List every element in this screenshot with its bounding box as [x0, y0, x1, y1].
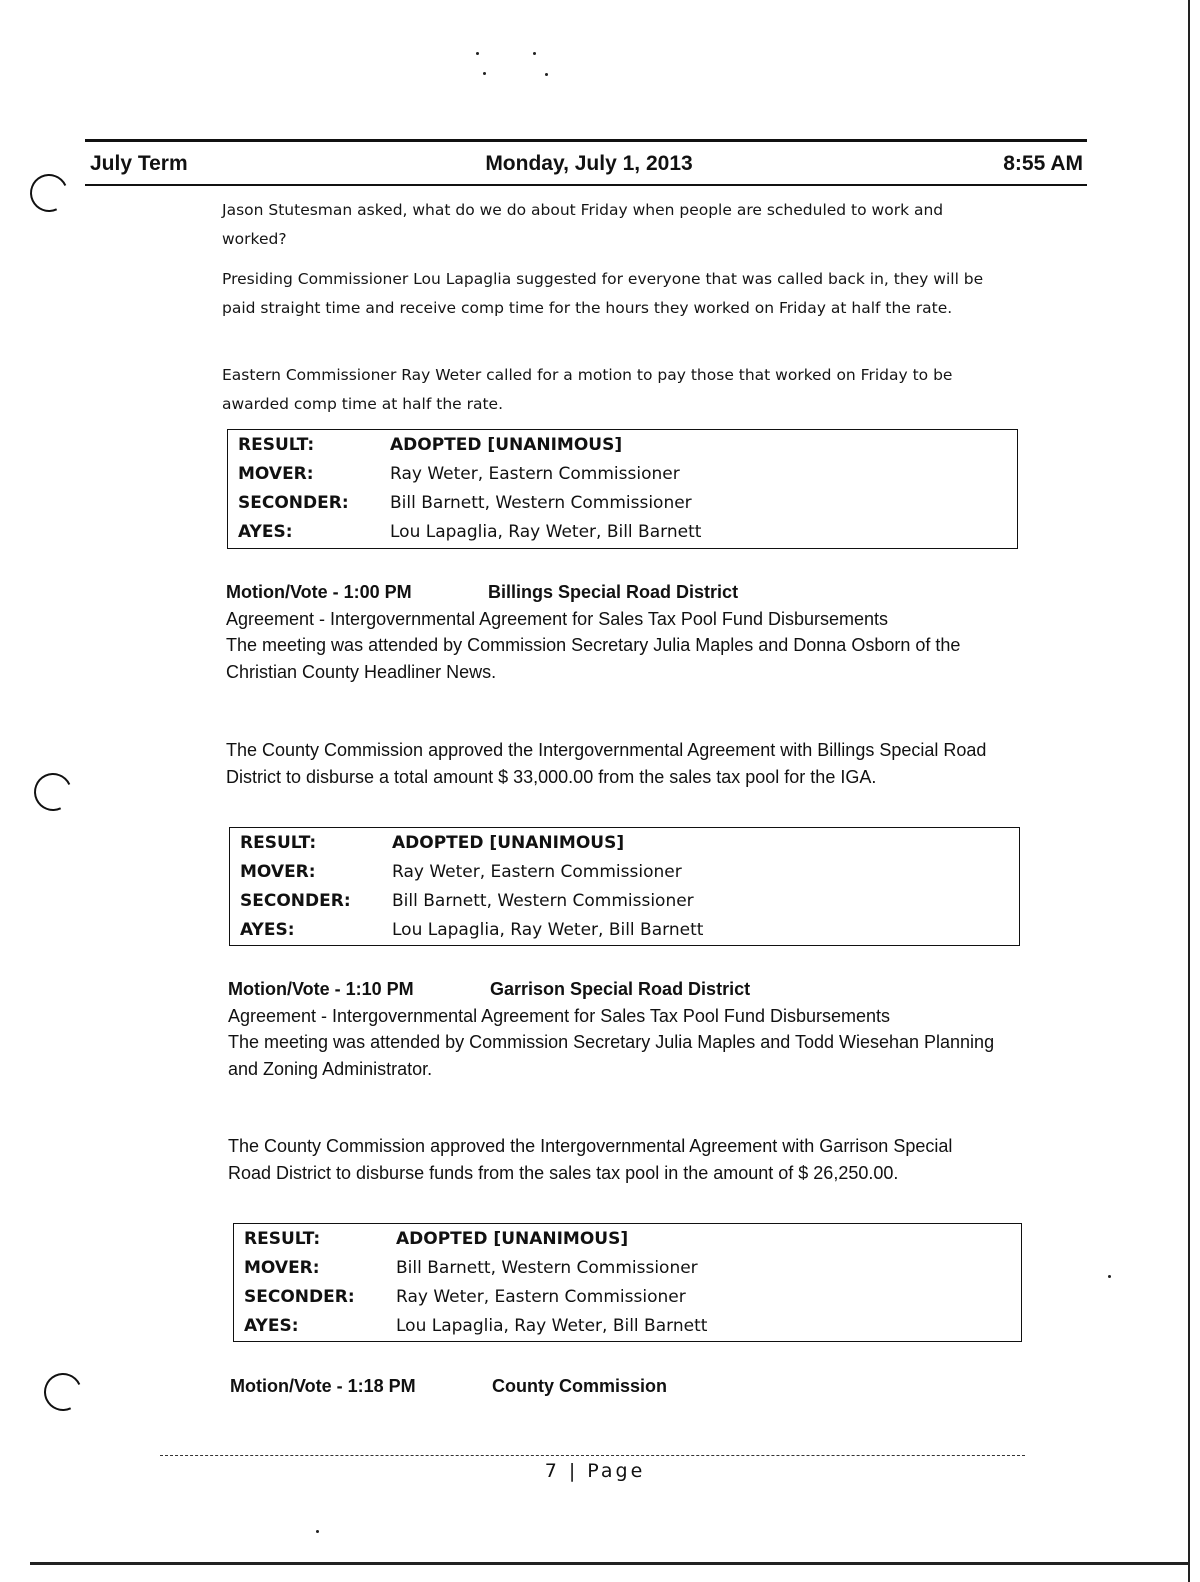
- result-row: [230, 828, 1019, 857]
- ayes-value: Lou Lapaglia, Ray Weter, Bill Barnett: [396, 1315, 708, 1336]
- seconder-row: [228, 488, 1017, 517]
- agreement-line: Agreement - Intergovernmental Agreement for Sales Tax Pool Fund Disbursements: [228, 1006, 891, 1026]
- mover-label: MOVER:: [238, 463, 314, 484]
- motion-call-paragraph: Eastern Commissioner Ray Weter called for a motion to pay those that worked on Friday to be awarded comp time at half the rate.: [222, 366, 953, 413]
- mover-value: Ray Weter, Eastern Commissioner: [392, 861, 682, 882]
- motion-title: County Commission: [492, 1376, 668, 1396]
- vote-result-box: [229, 827, 1020, 946]
- question-paragraph: Jason Stutesman asked, what do we do about Friday when people are scheduled to work and worked?: [222, 201, 944, 248]
- result-row: [228, 430, 1017, 459]
- seconder-row: [234, 1282, 1021, 1311]
- attendance-paragraph: The meeting was attended by Commission Secretary Julia Maples and Donna Osborn of the Christian County Headliner News.: [226, 635, 961, 682]
- mover-row: [228, 459, 1017, 488]
- header-rule: [85, 184, 1087, 186]
- mover-label: MOVER:: [244, 1257, 320, 1278]
- scan-speck: [476, 52, 479, 55]
- approval-paragraph: The County Commission approved the Intergovernmental Agreement with Garrison Special Road District to disburse funds from the sales tax pool in the amount of $ 26,250.00.: [228, 1136, 953, 1183]
- attendance-paragraph: The meeting was attended by Commission Secretary Julia Maples and Todd Wiesehan Planning and Zoning Administrator.: [228, 1032, 995, 1079]
- mover-value: Ray Weter, Eastern Commissioner: [390, 463, 680, 484]
- motion-time: Motion/Vote - 1:18 PM: [230, 1376, 416, 1396]
- motion-heading: [230, 1376, 667, 1397]
- result-row: [234, 1224, 1021, 1253]
- meeting-date: Monday, July 1, 2013: [485, 152, 693, 175]
- seconder-label: SECONDER:: [244, 1286, 355, 1307]
- page-edge: [1188, 0, 1190, 1582]
- result-value: ADOPTED [UNANIMOUS]: [392, 832, 625, 853]
- motion-time: Motion/Vote - 1:10 PM: [228, 979, 414, 999]
- scan-speck: [483, 72, 486, 75]
- mover-row: [230, 857, 1019, 886]
- suggestion-paragraph: Presiding Commissioner Lou Lapaglia suggested for everyone that was called back in, they will be paid straight time and receive comp time for the hours they worked on Friday at half the rate.: [222, 270, 984, 317]
- page-edge: [30, 1562, 1190, 1565]
- vote-result-box: [233, 1223, 1022, 1342]
- ayes-label: AYES:: [240, 919, 295, 940]
- result-label: RESULT:: [244, 1228, 321, 1249]
- term-label: July Term: [90, 152, 188, 175]
- result-value: ADOPTED [UNANIMOUS]: [390, 434, 623, 455]
- scan-speck: [1108, 1275, 1111, 1278]
- seconder-value: Ray Weter, Eastern Commissioner: [396, 1286, 686, 1307]
- ayes-row: [228, 517, 1017, 546]
- punch-hole: [39, 1368, 88, 1417]
- agreement-line: Agreement - Intergovernmental Agreement for Sales Tax Pool Fund Disbursements: [226, 609, 889, 629]
- seconder-label: SECONDER:: [240, 890, 351, 911]
- approval-paragraph: The County Commission approved the Intergovernmental Agreement with Billings Special Road District to disburse a total amount $ 33,000.00 from the sales tax pool for the IGA.: [226, 740, 987, 787]
- ayes-label: AYES:: [244, 1315, 299, 1336]
- scan-speck: [316, 1530, 319, 1533]
- mover-value: Bill Barnett, Western Commissioner: [396, 1257, 698, 1278]
- motion-heading: [226, 582, 738, 603]
- ayes-value: Lou Lapaglia, Ray Weter, Bill Barnett: [390, 521, 702, 542]
- vote-result-box: [227, 429, 1018, 549]
- motion-heading: [228, 979, 750, 1000]
- scan-speck: [545, 73, 548, 76]
- meeting-time: 8:55 AM: [1003, 152, 1083, 175]
- mover-label: MOVER:: [240, 861, 316, 882]
- mover-row: [234, 1253, 1021, 1282]
- scan-speck: [533, 52, 536, 55]
- motion-title: Billings Special Road District: [488, 582, 739, 602]
- ayes-row: [230, 915, 1019, 944]
- ayes-row: [234, 1311, 1021, 1340]
- ayes-label: AYES:: [238, 521, 293, 542]
- page-number: 7 | Page: [544, 1460, 646, 1482]
- seconder-value: Bill Barnett, Western Commissioner: [390, 492, 692, 513]
- result-value: ADOPTED [UNANIMOUS]: [396, 1228, 629, 1249]
- punch-hole: [29, 768, 78, 817]
- footer-rule: [160, 1455, 1025, 1456]
- seconder-label: SECONDER:: [238, 492, 349, 513]
- header-rule: [85, 139, 1087, 142]
- motion-time: Motion/Vote - 1:00 PM: [226, 582, 412, 602]
- seconder-value: Bill Barnett, Western Commissioner: [392, 890, 694, 911]
- ayes-value: Lou Lapaglia, Ray Weter, Bill Barnett: [392, 919, 704, 940]
- seconder-row: [230, 886, 1019, 915]
- result-label: RESULT:: [238, 434, 315, 455]
- result-label: RESULT:: [240, 832, 317, 853]
- motion-title: Garrison Special Road District: [490, 979, 751, 999]
